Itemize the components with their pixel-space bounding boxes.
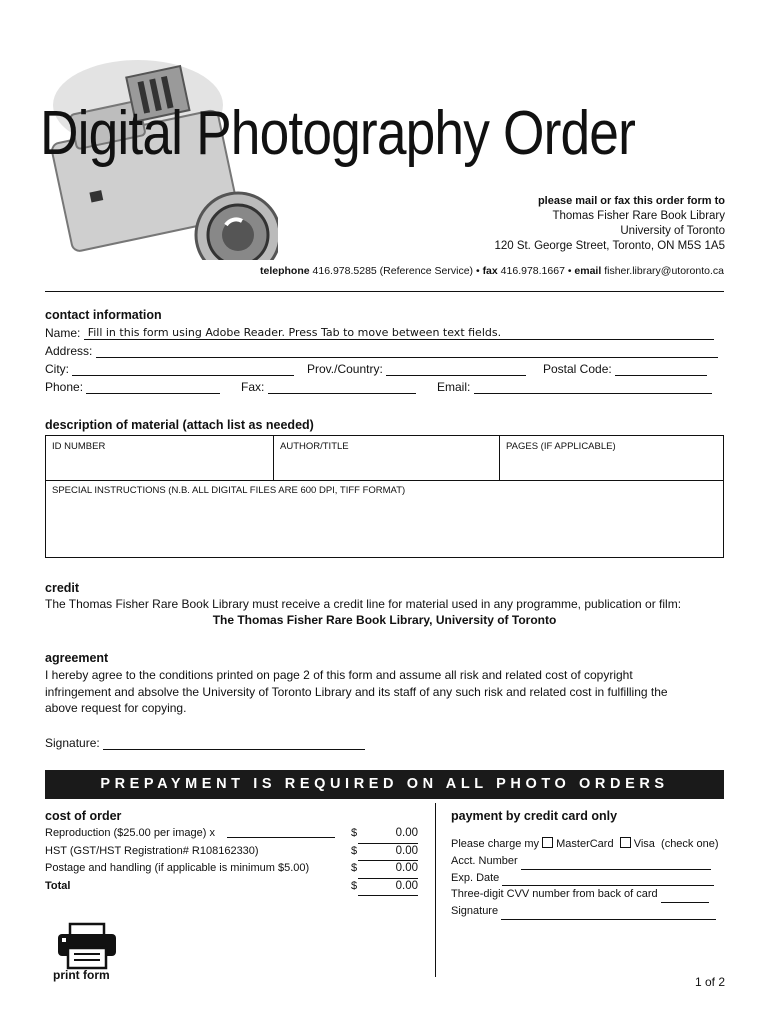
name-value: Fill in this form using Adobe Reader. Press Tab to move between text fields. xyxy=(87,326,502,339)
pages-field[interactable] xyxy=(499,436,723,480)
agreement-line: I hereby agree to the conditions printed on page 2 of this form and assume all risk and related cost of copyright xyxy=(45,668,633,682)
email-label: Email: xyxy=(437,380,471,394)
name-field[interactable] xyxy=(84,327,714,340)
header-divider xyxy=(45,291,724,292)
special-instructions-label: SPECIAL INSTRUCTIONS (N.B. ALL DIGITAL FILES ARE 600 DPI, TIFF FORMAT) xyxy=(52,485,406,496)
city-label: City: xyxy=(45,362,69,376)
fax-label: Fax: xyxy=(241,380,265,394)
postal-label: Postal Code: xyxy=(543,362,612,376)
signature-label: Signature: xyxy=(45,736,100,750)
cost-row xyxy=(45,860,425,878)
cost-label: Reproduction ($25.00 per image) x xyxy=(45,827,215,839)
signature-field[interactable] xyxy=(103,737,365,750)
reproduction-amount[interactable]: 0.00 xyxy=(358,825,418,844)
cost-heading: cost of order xyxy=(45,809,122,823)
page-number: 1 of 2 xyxy=(694,975,725,989)
payment-block xyxy=(451,836,721,920)
address-line: 120 St. George Street, Toronto, ON M5S 1A5 xyxy=(494,240,725,252)
prov-field[interactable] xyxy=(386,363,526,376)
telephone-value: 416.978.5285 (Reference Service) xyxy=(312,265,474,277)
fax-field[interactable] xyxy=(268,381,416,394)
visa-label: Visa xyxy=(633,838,655,850)
credit-text: The Thomas Fisher Rare Book Library must receive a credit line for material used in any programme, publication or film: xyxy=(45,597,682,611)
address-line: University of Toronto xyxy=(620,225,725,237)
author-title-field[interactable] xyxy=(273,436,499,480)
acct-number-field[interactable] xyxy=(521,857,711,870)
total-label: Total xyxy=(45,879,71,892)
mastercard-checkbox[interactable] xyxy=(542,837,553,848)
telephone-label: telephone xyxy=(260,265,310,277)
exp-label: Exp. Date xyxy=(451,871,500,884)
prepayment-banner: PREPAYMENT IS REQUIRED ON ALL PHOTO ORDERS xyxy=(45,770,724,799)
name-label: Name: xyxy=(45,326,81,340)
pages-label: PAGES (IF APPLICABLE) xyxy=(506,441,616,452)
address-field[interactable] xyxy=(96,345,718,358)
contact-heading: contact information xyxy=(45,308,162,322)
payment-heading: payment by credit card only xyxy=(451,809,618,823)
fax-label: fax xyxy=(482,265,498,277)
prov-row xyxy=(307,362,526,376)
fax-value: 416.978.1667 xyxy=(500,265,565,277)
email-value: fisher.library@utoronto.ca xyxy=(604,265,724,277)
name-row xyxy=(45,326,714,340)
postal-row xyxy=(543,362,707,376)
cost-row xyxy=(45,843,425,861)
prov-label: Prov./Country: xyxy=(307,362,383,376)
acct-row xyxy=(451,853,721,870)
column-divider xyxy=(435,803,436,977)
currency-symbol: $ xyxy=(351,844,358,857)
phone-row xyxy=(45,380,220,394)
total-amount[interactable]: 0.00 xyxy=(358,878,418,897)
exp-date-field[interactable] xyxy=(502,873,714,886)
mastercard-label: MasterCard xyxy=(556,838,614,850)
agreement-line: above request for copying. xyxy=(45,701,187,715)
special-instructions-field[interactable] xyxy=(46,480,723,557)
exp-row xyxy=(451,870,721,887)
email-field[interactable] xyxy=(474,381,712,394)
material-heading: description of material (attach list as needed) xyxy=(45,418,314,432)
credit-heading: credit xyxy=(45,581,80,595)
address-row xyxy=(45,344,718,358)
mailing-address-block xyxy=(494,194,725,254)
currency-symbol: $ xyxy=(351,862,358,874)
contact-details-line: telephone 416.978.5285 (Reference Service) • fax 416.978.1667 • email fisher.library@utoronto.ca xyxy=(260,265,724,277)
material-table xyxy=(45,435,724,558)
card-signature-field[interactable] xyxy=(501,907,716,920)
cost-table xyxy=(45,825,425,895)
cost-label: HST (GST/HST Registration# R108162330) xyxy=(45,844,259,857)
id-number-label: ID NUMBER xyxy=(52,441,106,452)
print-form-button[interactable] xyxy=(48,922,128,984)
card-signature-row xyxy=(451,903,721,920)
currency-symbol: $ xyxy=(351,827,358,839)
email-label: email xyxy=(574,265,602,277)
credit-line: The Thomas Fisher Rare Book Library, University of Toronto xyxy=(212,613,557,627)
postage-amount[interactable]: 0.00 xyxy=(358,860,418,879)
cvv-label: Three-digit CVV number from back of card xyxy=(451,888,658,901)
cost-row xyxy=(45,878,425,896)
printer-icon xyxy=(52,922,122,970)
author-title-label: AUTHOR/TITLE xyxy=(280,441,349,452)
charge-row xyxy=(451,836,721,853)
check-one-note: (check one) xyxy=(661,838,719,850)
agreement-text xyxy=(45,667,668,717)
cvv-row xyxy=(451,886,721,903)
hst-amount[interactable]: 0.00 xyxy=(358,843,418,862)
signature-row xyxy=(45,736,365,750)
visa-checkbox[interactable] xyxy=(620,837,631,848)
id-number-field[interactable] xyxy=(46,436,273,480)
address-label: Address: xyxy=(45,344,93,358)
postal-field[interactable] xyxy=(615,363,707,376)
cvv-field[interactable] xyxy=(661,890,709,903)
city-field[interactable] xyxy=(72,363,294,376)
print-form-label: print form xyxy=(53,968,110,982)
email-row xyxy=(437,380,712,394)
cost-label: Postage and handling (if applicable is minimum $5.00) xyxy=(45,862,310,874)
mail-lead: please mail or fax this order form to xyxy=(537,195,725,207)
city-row xyxy=(45,362,294,376)
currency-symbol: $ xyxy=(351,879,358,892)
charge-label: Please charge my xyxy=(451,838,540,850)
agreement-line: infringement and absolve the University of Toronto Library and its staff of any such risk and related cost in fulfilling the xyxy=(45,684,668,699)
phone-label: Phone: xyxy=(45,380,84,394)
material-header-row xyxy=(46,436,723,481)
page-title: Digital Photography Order xyxy=(40,99,635,168)
cost-row xyxy=(45,825,425,843)
image-count-field[interactable] xyxy=(227,825,335,838)
card-signature-label: Signature xyxy=(451,905,499,918)
address-line: Thomas Fisher Rare Book Library xyxy=(552,210,725,222)
fax-row xyxy=(241,380,416,394)
phone-field[interactable] xyxy=(86,381,220,394)
agreement-heading: agreement xyxy=(45,651,109,665)
acct-label: Acct. Number xyxy=(451,854,518,867)
